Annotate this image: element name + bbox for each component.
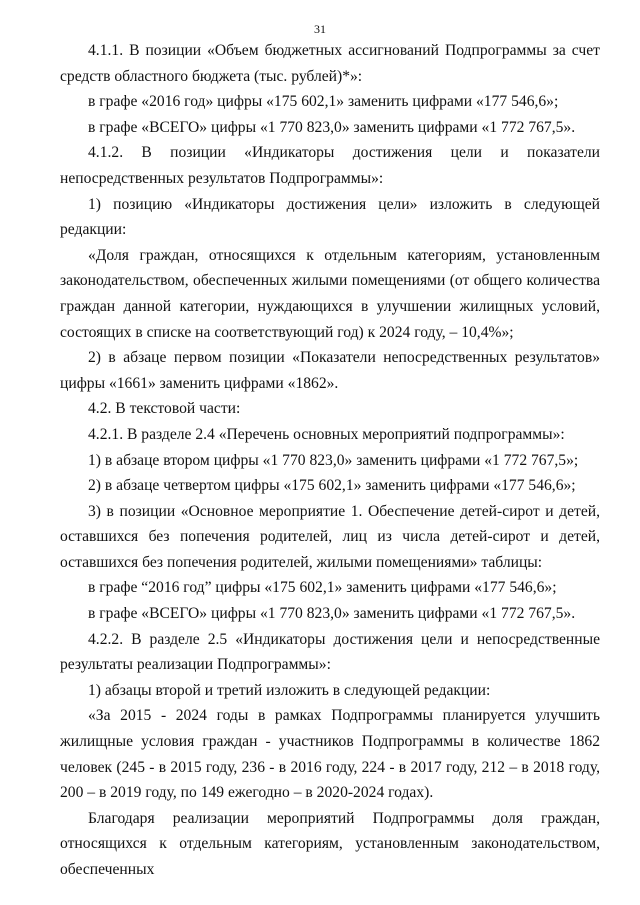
paragraph: «За 2015 - 2024 годы в рамках Подпрограммы планируется улучшить жилищные условия граждан - участников Подпрограммы в количестве 1862 человек (245 - в 2015 году, 236 - в 2016 году, 224 - в 2017 году, 212 – в 2018 году, 200 – в 2019 году, по 149 ежегодно – в 2020-2024 годах). [60,707,600,802]
paragraph: 2) в абзаце первом позиции «Показатели непосредственных результатов» цифры «1661» заменить цифрами «1862». [60,349,600,392]
paragraph: «Доля граждан, относящихся к отдельным категориям, установленным законодательством, обеспеченных жилыми помещениями (от общего количества граждан данной категории, нуждающихся в улучшении жилищных условий, состоящих в списке на соответствующий год) к 2024 году, – 10,4%»; [60,246,600,341]
paragraph: 3) в позиции «Основное мероприятие 1. Обеспечение детей-сирот и детей, оставшихся без попечения родителей, лиц из числа детей-сирот и детей, оставшихся без попечения родителей, жилыми помещениями» таблицы: [60,502,600,571]
paragraph: 4.2.2. В разделе 2.5 «Индикаторы достижения цели и непосредственные результаты реализации Подпрограммы»: [60,630,600,674]
paragraph: 4.1.2. В позиции «Индикаторы достижения цели и показатели непосредственных результатов Подпрограммы»: [60,144,600,187]
paragraph: в графе «2016 год» цифры «175 602,1» заменить цифрами «177 546,6»; [88,93,559,111]
paragraph: 2) в абзаце четвертом цифры «175 602,1» заменить цифрами «177 546,6»; [88,477,576,495]
paragraph: 1) в абзаце втором цифры «1 770 823,0» заменить цифрами «1 772 767,5»; [88,451,579,469]
paragraph: 1) абзацы второй и третий изложить в следующей редакции: [88,681,491,699]
paragraph: Благодаря реализации мероприятий Подпрограммы доля граждан, относящихся к отдельным категориям, установленным законодательством, обеспеченных [60,809,600,878]
paragraph: 4.1.1. В позиции «Объем бюджетных ассигнований Подпрограммы за счет средств областного бюджета (тыс. рублей)*»: [60,42,600,85]
page-number: 31 [314,22,326,36]
paragraph: в графе “2016 год” цифры «175 602,1» заменить цифрами «177 546,6»; [88,579,557,597]
document-body [60,38,600,883]
paragraph: 4.2.1. В разделе 2.4 «Перечень основных мероприятий подпрограммы»: [88,425,565,443]
paragraph: в графе «ВСЕГО» цифры «1 770 823,0» заменить цифрами «1 772 767,5». [88,118,576,136]
paragraph: 4.2. В текстовой части: [88,400,241,418]
paragraph: 1) позицию «Индикаторы достижения цели» изложить в следующей редакции: [60,195,600,239]
paragraph: в графе «ВСЕГО» цифры «1 770 823,0» заменить цифрами «1 772 767,5». [88,605,576,623]
